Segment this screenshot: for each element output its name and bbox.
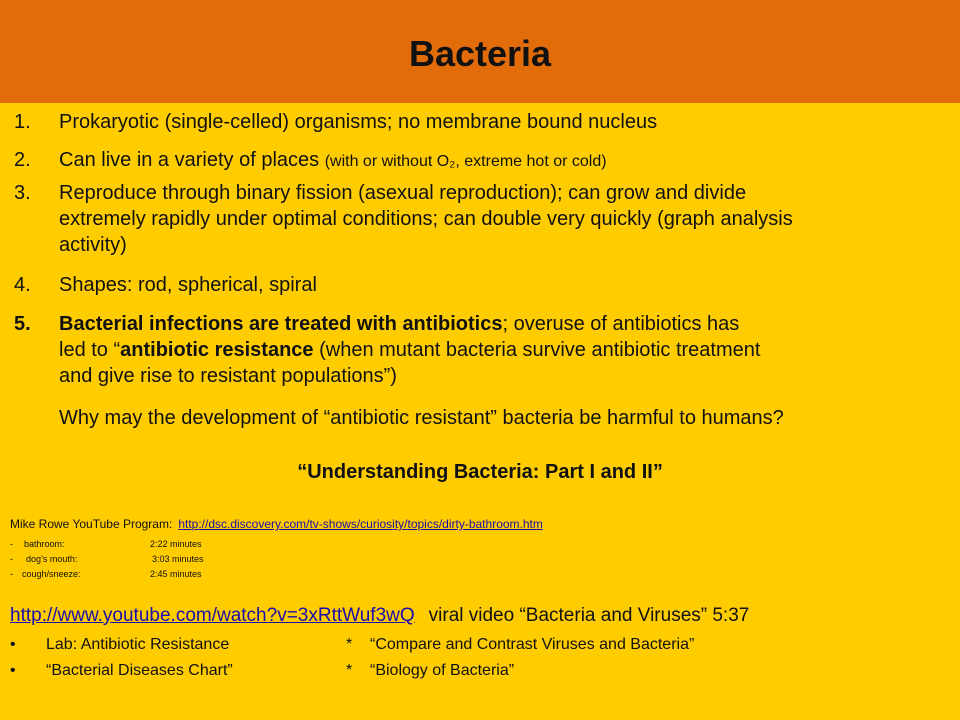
item-number: 3. [14, 182, 31, 204]
viral-video-line [10, 604, 749, 628]
viral-video-text: viral video “Bacteria and Viruses” 5:37 [428, 605, 750, 626]
resource-left: “Bacterial Diseases Chart” [46, 662, 233, 679]
item-text: Shapes: rod, spherical, spiral [59, 274, 317, 296]
clip-time: 3:03 minutes [152, 554, 204, 564]
activity-title: “Understanding Bacteria: Part I and II” [297, 461, 663, 483]
clip-time: 2:45 minutes [150, 569, 202, 579]
item-number: 2. [14, 149, 31, 171]
clip-name: dog’s mouth: [26, 554, 78, 564]
slide-title: Bacteria [408, 32, 552, 74]
item-text: Can live in a variety of places (with or without O₂, extreme hot or cold) [59, 149, 607, 171]
program-line [10, 516, 543, 532]
viral-video-link[interactable]: http://www.youtube.com/watch?v=3xRttWuf3wQ [10, 605, 415, 626]
item-text: Bacterial infections are treated with antibiotics; overuse of antibiotics has led to “antibiotic resistance (when mutant bacteria survive antibiotic treatment and give rise to resistant populations”) [59, 313, 761, 387]
item-text: Prokaryotic (single-celled) organisms; no membrane bound nucleus [59, 111, 658, 133]
item-number: 5. [14, 313, 31, 335]
slide-header [0, 0, 960, 103]
item-number: 1. [14, 111, 31, 133]
clip-name: bathroom: [24, 539, 65, 549]
resource-left: Lab: Antibiotic Resistance [46, 636, 230, 653]
item-text: Reproduce through binary fission (asexual reproduction); can grow and divide extremely rapidly under optimal conditions; can double very quickly (graph analysis activity) [59, 182, 793, 256]
program-label: Mike Rowe YouTube Program: [10, 517, 173, 531]
bullet-dot: • [10, 636, 16, 653]
program-link[interactable]: http://dsc.discovery.com/tv-shows/curiosity/topics/dirty-bathroom.htm [178, 517, 543, 531]
clip-time: 2:22 minutes [150, 539, 202, 549]
resource-right: “Biology of Bacteria” [370, 662, 515, 679]
bullet-dot: • [10, 662, 16, 679]
star-marker: * [346, 662, 353, 679]
discussion-question: Why may the development of “antibiotic resistant” bacteria be harmful to humans? [59, 407, 784, 429]
resource-right: “Compare and Contrast Viruses and Bacteria” [370, 636, 695, 653]
item-number: 4. [14, 274, 31, 296]
clip-name: cough/sneeze: [22, 569, 81, 579]
star-marker: * [346, 636, 353, 653]
